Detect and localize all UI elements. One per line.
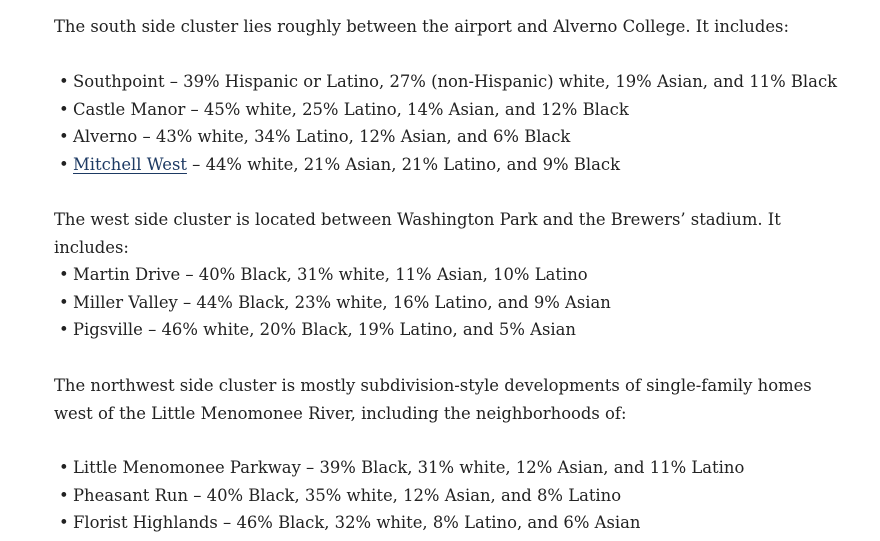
bullet-icon: •: [59, 265, 69, 284]
list-item: [54, 509, 854, 537]
bullet-icon: •: [59, 513, 69, 533]
bullet-icon: •: [59, 292, 69, 312]
list-item: [54, 482, 854, 510]
west-cluster-intro: The west side cluster is located between Washington Park and the Brewers’ stadium. It includes:: [54, 210, 781, 257]
bullet-icon: •: [59, 72, 69, 91]
bullet-icon: •: [59, 320, 69, 340]
list-item: [54, 151, 854, 179]
neighborhood-demographics: – 40% Black, 35% white, 12% Asian, and 8% Latino: [188, 485, 622, 505]
neighborhood-name: Martin Drive: [73, 265, 181, 284]
neighborhood-demographics: – 40% Black, 31% white, 11% Asian, 10% Latino: [180, 265, 588, 284]
neighborhood-name: Florist Highlands: [73, 513, 218, 533]
northwest-cluster-list: [54, 454, 854, 537]
neighborhood-name: Alverno: [73, 127, 138, 147]
list-item: [54, 68, 854, 96]
neighborhood-demographics: – 46% Black, 32% white, 8% Latino, and 6% Asian: [217, 513, 641, 533]
neighborhood-name: Pheasant Run: [73, 485, 189, 505]
neighborhood-demographics: – 43% white, 34% Latino, 12% Asian, and 6% Black: [137, 127, 571, 147]
bullet-icon: •: [59, 127, 69, 147]
south-cluster-list: [54, 68, 854, 178]
neighborhood-demographics: – 39% Black, 31% white, 12% Asian, and 11% Latino: [300, 458, 745, 477]
neighborhood-demographics: – 39% Hispanic or Latino, 27% (non-Hispanic) white, 19% Asian, and 11% Black: [164, 72, 838, 91]
neighborhood-demographics: – 44% Black, 23% white, 16% Latino, and 9% Asian: [177, 292, 611, 312]
neighborhood-demographics: – 46% white, 20% Black, 19% Latino, and 5% Asian: [142, 320, 576, 340]
northwest-cluster-intro: The northwest side cluster is mostly subdivision-style developments of single-family homes west of the Little Menomonee River, including the neighborhoods of:: [54, 376, 812, 423]
list-item: [54, 123, 854, 151]
neighborhood-name: Southpoint: [73, 72, 165, 91]
neighborhood-demographics: – 44% white, 21% Asian, 21% Latino, and 9% Black: [186, 154, 621, 174]
bullet-icon: •: [59, 485, 69, 505]
list-item: [54, 96, 854, 124]
list-item: [54, 289, 854, 317]
neighborhood-demographics: – 45% white, 25% Latino, 14% Asian, and 12% Black: [185, 99, 629, 119]
bullet-icon: •: [59, 154, 69, 174]
bullet-icon: •: [59, 458, 69, 477]
neighborhood-name: Pigsville: [73, 320, 143, 340]
list-item: [54, 316, 854, 344]
list-item: [54, 454, 854, 482]
mitchell-west-link[interactable]: Mitchell West: [73, 154, 187, 174]
neighborhood-name: Little Menomonee Parkway: [73, 458, 301, 477]
south-cluster-intro: The south side cluster lies roughly between the airport and Alverno College. It includes:: [54, 17, 789, 36]
list-item: [54, 261, 854, 289]
bullet-icon: •: [59, 99, 69, 119]
neighborhood-name: Miller Valley: [73, 292, 178, 312]
west-cluster-list: [54, 261, 854, 344]
neighborhood-name: Castle Manor: [73, 99, 186, 119]
